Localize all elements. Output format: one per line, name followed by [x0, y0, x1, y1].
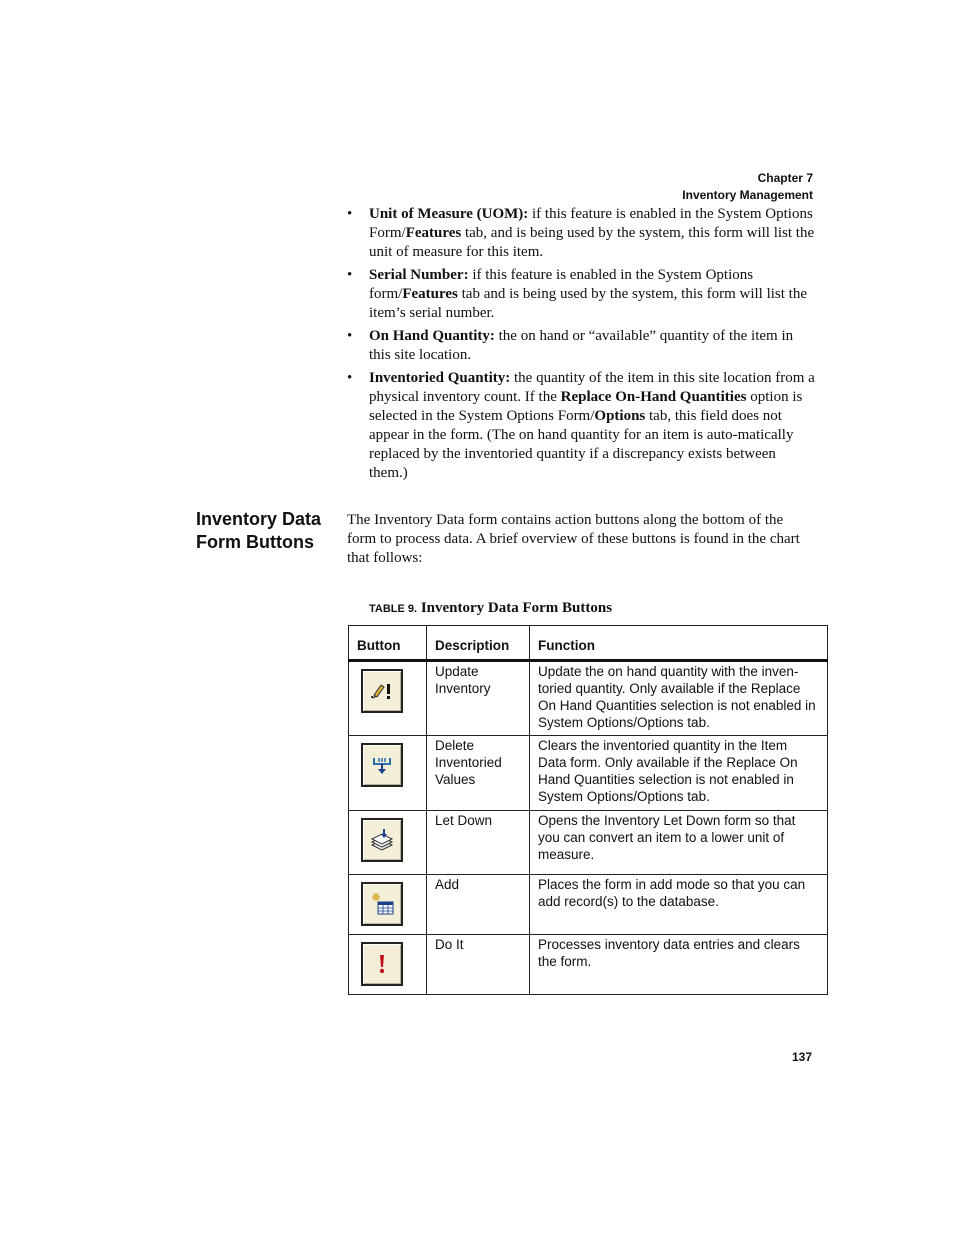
column-header-function: Function [530, 626, 828, 661]
buttons-table [348, 625, 828, 995]
bullet-text: Unit of Measure (UOM): if this feature is enabled in the System Options Form/Features tab, and is being used by the system, this form will list the unit of measure for this item. [369, 206, 815, 260]
column-header-description: Description [427, 626, 530, 661]
bullet-text: Serial Number: if this feature is enabled in the System Options form/Features tab and is being used by the system, this form will list the item’s serial number. [369, 267, 808, 321]
button-cell [349, 935, 427, 995]
field-bullet-list [347, 205, 817, 487]
do-it-icon [361, 942, 403, 986]
table-row [349, 935, 828, 995]
chapter-label: Chapter 7 [757, 171, 813, 185]
table-row [349, 875, 828, 935]
button-cell [349, 736, 427, 811]
bullet-text: On Hand Quantity: the on hand or “available” quantity of the item in this site location. [369, 328, 794, 363]
button-function: Opens the Inventory Let Down form so that you can convert an item to a lower unit of measure. [530, 811, 828, 875]
button-function: Clears the inventoried quantity in the Item Data form. Only available if the Replace On Hand Quantities selection is not enabled in System Options/Options tab. [530, 736, 828, 811]
table-header-row [349, 626, 828, 661]
button-function: Places the form in add mode so that you can add record(s) to the database. [530, 875, 828, 935]
update-inventory-icon [361, 669, 403, 713]
bullet-item: • Serial Number: if this feature is enabled in the System Options form/Features tab and is being used by the system, this form will list the item’s serial number. [347, 267, 808, 321]
section-heading: Inventory Data Form Buttons [196, 509, 322, 552]
let-down-icon [361, 818, 403, 862]
section-intro: The Inventory Data form contains action buttons along the bottom of the form to process data. A brief overview of these buttons is found in the chart that follows: [347, 512, 800, 566]
bullet-item: • Unit of Measure (UOM): if this feature is enabled in the System Options Form/Features tab, and is being used by the system, this form will list the unit of measure for this item. [347, 206, 815, 260]
delete-inventoried-values-icon [361, 743, 403, 787]
bullet-item: • Inventoried Quantity: the quantity of the item in this site location from a physical inventory count. If the Replace On-Hand Quantities option is selected in the System Options Form/Options tab, this field does not appear in the form. (The on hand quantity for an item is auto-matically replaced by the inventoried quantity if a discrepancy exists between them.) [347, 370, 815, 481]
button-cell [349, 811, 427, 875]
button-function: Update the on hand quantity with the inven-toried quantity. Only available if the Replace On Hand Quantities selection is not enabled in System Options/Options tab. [530, 661, 828, 736]
table-row [349, 661, 828, 736]
table-caption-title: Inventory Data Form Buttons [420, 600, 613, 616]
bullet-item: • On Hand Quantity: the on hand or “available” quantity of the item in this site location. [347, 328, 794, 363]
page-number: 137 [792, 1050, 813, 1064]
button-cell [349, 875, 427, 935]
table-row [349, 811, 828, 875]
button-description: Add [427, 875, 530, 935]
button-function: Processes inventory data entries and clears the form. [530, 935, 828, 995]
button-cell [349, 661, 427, 736]
column-header-button: Button [349, 626, 427, 661]
table-caption-label: TABLE 9. [369, 603, 418, 615]
button-description: Delete Inventoried Values [427, 736, 530, 811]
button-description: Let Down [427, 811, 530, 875]
button-description: Update Inventory [427, 661, 530, 736]
running-header [682, 170, 813, 204]
add-icon [361, 882, 403, 926]
button-description: Do It [427, 935, 530, 995]
bullet-text: Inventoried Quantity: the quantity of the item in this site location from a physical inventory count. If the Replace On-Hand Quantities option is selected in the System Options Form/Options tab, this field does not appear in the form. (The on hand quantity for an item is auto-matically replaced by the inventoried quantity if a discrepancy exists between them.) [369, 370, 815, 481]
chapter-title: Inventory Management [682, 188, 813, 202]
table-row [349, 736, 828, 811]
table-caption [369, 600, 612, 617]
